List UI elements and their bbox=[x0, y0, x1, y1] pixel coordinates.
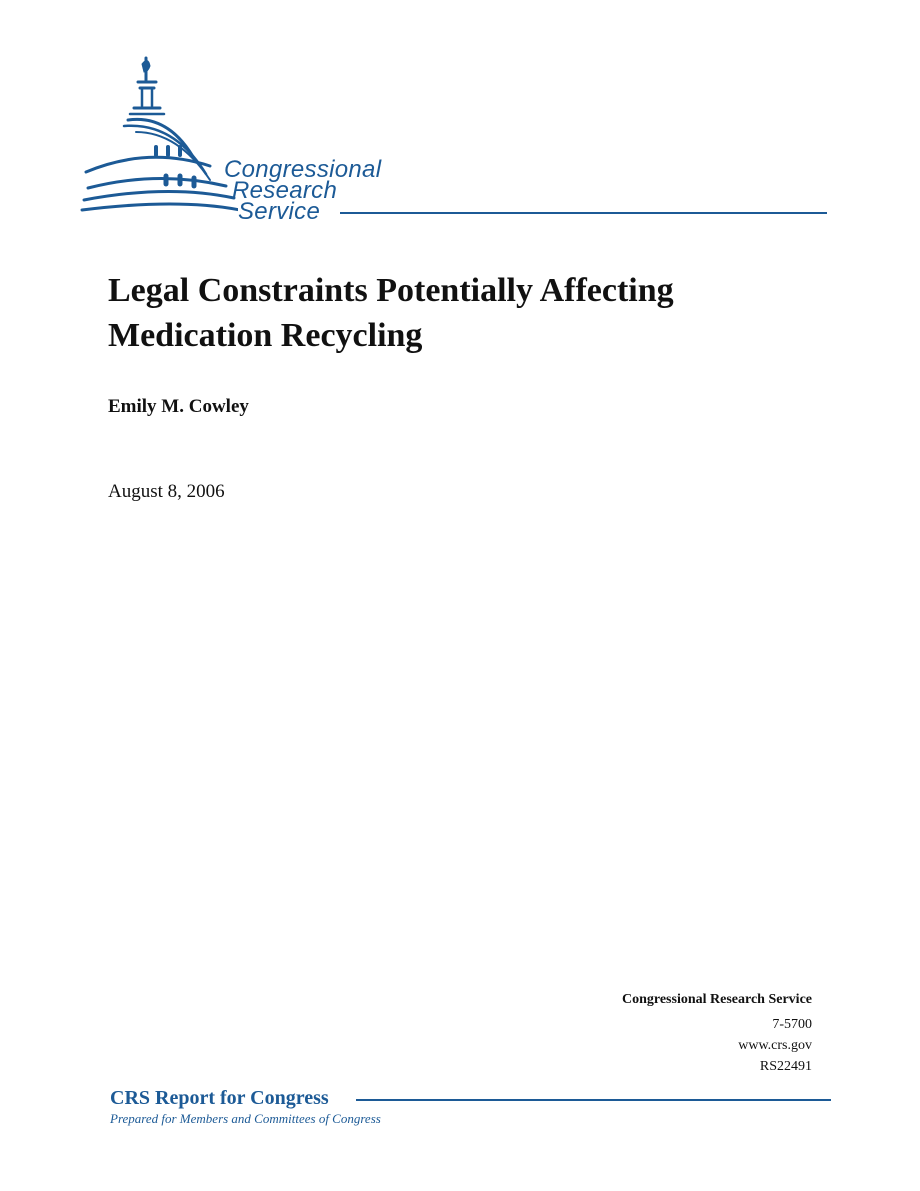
logo-rule bbox=[340, 212, 827, 214]
crs-info-block bbox=[412, 990, 812, 1077]
crs-organization: Congressional Research Service bbox=[621, 992, 812, 1007]
publication-date: August 8, 2006 bbox=[108, 481, 225, 502]
crs-logo bbox=[78, 50, 418, 230]
crs-number: 7-5700 bbox=[772, 1017, 812, 1032]
logo-text-congressional: Congressional bbox=[224, 156, 382, 183]
capitol-dome-icon bbox=[78, 50, 238, 230]
footer-rule bbox=[356, 1099, 831, 1101]
author-name: Emily M. Cowley bbox=[108, 396, 249, 417]
crs-website: www.crs.gov bbox=[738, 1038, 812, 1053]
logo-text-service: Service bbox=[238, 198, 321, 225]
document-title: Legal Constraints Potentially Affecting Medication Recycling bbox=[108, 272, 674, 354]
logo-text-research: Research bbox=[232, 177, 338, 204]
footer-subtitle: Prepared for Members and Committees of Congress bbox=[110, 1111, 381, 1126]
footer-title: CRS Report for Congress bbox=[110, 1087, 329, 1109]
report-id: RS22491 bbox=[759, 1059, 812, 1074]
